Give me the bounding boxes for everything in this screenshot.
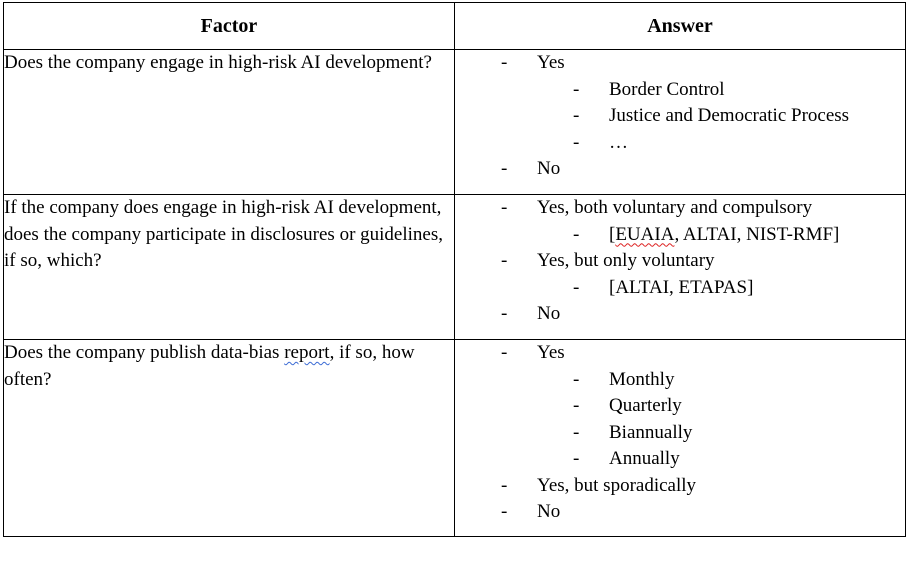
factor-answer-table — [3, 2, 906, 537]
header-row — [4, 3, 906, 50]
answer-header: Answer — [455, 3, 906, 50]
answer-subitem: - Quarterly — [455, 393, 905, 420]
answer-cell — [455, 50, 906, 195]
answer-item: - Yes — [455, 50, 905, 77]
factor-cell: If the company does engage in high-risk AI development, does the company participate in disclosures or guidelines, if so, which? — [4, 195, 455, 340]
bullet-dash: - — [573, 448, 580, 469]
bullet-dash: - — [573, 368, 580, 390]
answer-subitem: - [EUAIA, ALTAI, NIST-RMF] — [455, 222, 905, 249]
bullet-dash: - — [573, 105, 580, 126]
table-row — [4, 195, 906, 340]
bullet-dash: - — [573, 276, 580, 298]
bullet-dash: - — [573, 223, 580, 245]
bullet-dash: - — [501, 250, 508, 271]
bullet-dash: - — [501, 342, 508, 363]
answer-subitem: - Justice and Democratic Process — [455, 103, 905, 130]
answer-item: - Yes, but only voluntary — [455, 248, 905, 275]
bullet-dash: - — [501, 52, 508, 73]
answer-cell — [455, 340, 906, 537]
answer-subitem: - … — [455, 130, 905, 157]
factor-cell: Does the company engage in high-risk AI development? — [4, 50, 455, 195]
grammar-flagged-word: report — [284, 342, 330, 363]
factor-header: Factor — [4, 3, 455, 50]
table-row — [4, 50, 906, 195]
answer-subitem: - Monthly — [455, 367, 905, 394]
bullet-dash: - — [501, 501, 508, 522]
answer-item: - Yes, both voluntary and compulsory — [455, 195, 905, 222]
bullet-dash: - — [573, 395, 580, 416]
factor-cell: Does the company publish data-bias report, if so, how often? — [4, 340, 455, 537]
bullet-dash: - — [501, 158, 508, 179]
answer-subitem: - Biannually — [455, 420, 905, 447]
bullet-dash: - — [501, 474, 508, 496]
bullet-dash: - — [573, 421, 580, 443]
bullet-dash: - — [573, 131, 580, 153]
bullet-dash: - — [501, 197, 508, 218]
answer-item: - No — [455, 499, 905, 526]
answer-item: - No — [455, 156, 905, 183]
table-row — [4, 340, 906, 537]
spellcheck-flagged-word: EUAIA — [615, 223, 675, 245]
bullet-dash: - — [501, 303, 508, 324]
answer-item: - No — [455, 301, 905, 328]
answer-item: - Yes — [455, 340, 905, 367]
answer-subitem: - Annually — [455, 446, 905, 473]
answer-item: - Yes, but sporadically — [455, 473, 905, 500]
answer-cell — [455, 195, 906, 340]
answer-subitem: - [ALTAI, ETAPAS] — [455, 275, 905, 302]
bullet-dash: - — [573, 78, 580, 100]
answer-subitem: - Border Control — [455, 77, 905, 104]
